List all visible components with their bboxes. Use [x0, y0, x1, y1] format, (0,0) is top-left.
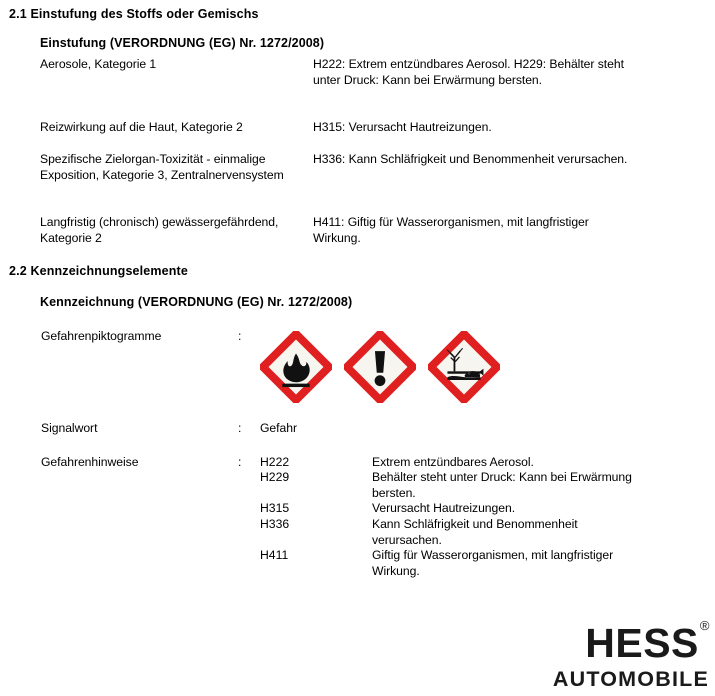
logo-tagline: AUTOMOBILE [552, 666, 709, 691]
hazard-code: H229 [260, 470, 290, 484]
signal-word-label: Signalwort [41, 421, 98, 435]
hazard-statements-label: Gefahrenhinweise [41, 455, 139, 469]
section-22-subheading: Kennzeichnung (VERORDNUNG (EG) Nr. 1272/2008) [40, 295, 353, 309]
hazard-code: H222 [260, 455, 290, 469]
hazard-code: H315 [260, 501, 290, 515]
registered-trademark-icon: ® [699, 617, 710, 633]
hazard-text: Verursacht Hautreizungen. [372, 501, 516, 515]
exclamation-mark-pictogram [344, 331, 416, 403]
hazard-code: H411 [260, 548, 289, 562]
hazard-text: Giftig für Wasserorganismen, mit langfristiger Wirkung. [372, 548, 614, 578]
signal-word-value: Gefahr [260, 421, 297, 435]
section-21-subheading: Einstufung (VERORDNUNG (EG) Nr. 1272/2008) [40, 36, 325, 50]
classification-category: Spezifische Zielorgan-Toxizität - einmalige Exposition, Kategorie 3, Zentralnervensystem [40, 152, 284, 182]
classification-statements: H222: Extrem entzündbares Aerosol. H229: Behälter steht unter Druck: Kann bei Erwärmung bersten. [313, 57, 624, 87]
flame-pictogram [260, 331, 332, 403]
classification-statements: H336: Kann Schläfrigkeit und Benommenheit verursachen. [313, 152, 628, 166]
pictograms-label: Gefahrenpiktogramme [41, 329, 162, 343]
logo-brand-text [585, 617, 710, 666]
environment-pictogram [428, 331, 500, 403]
hazard-code: H336 [260, 517, 290, 531]
hazard-text: Extrem entzündbares Aerosol. [372, 455, 534, 469]
logo-brand-word: HESS [585, 619, 699, 666]
hazard-statements-colon: : [238, 455, 242, 469]
classification-category: Aerosole, Kategorie 1 [40, 57, 157, 71]
classification-statements: H411: Giftig für Wasserorganismen, mit langfristiger Wirkung. [313, 215, 589, 245]
classification-category: Reizwirkung auf die Haut, Kategorie 2 [40, 120, 243, 134]
classification-statements: H315: Verursacht Hautreizungen. [313, 120, 492, 134]
pictograms-colon: : [238, 329, 242, 343]
section-22-heading: 2.2 Kennzeichnungselemente [9, 264, 188, 278]
signal-word-colon: : [238, 421, 242, 435]
classification-category: Langfristig (chronisch) gewässergefährdend, Kategorie 2 [40, 215, 279, 245]
hess-automobile-logo [552, 617, 710, 691]
hazard-text: Kann Schläfrigkeit und Benommenheit verursachen. [372, 517, 578, 547]
section-21-heading: 2.1 Einstufung des Stoffs oder Gemischs [9, 7, 259, 21]
ghs-pictogram-group [260, 331, 500, 403]
hazard-text: Behälter steht unter Druck: Kann bei Erwärmung bersten. [372, 470, 632, 500]
